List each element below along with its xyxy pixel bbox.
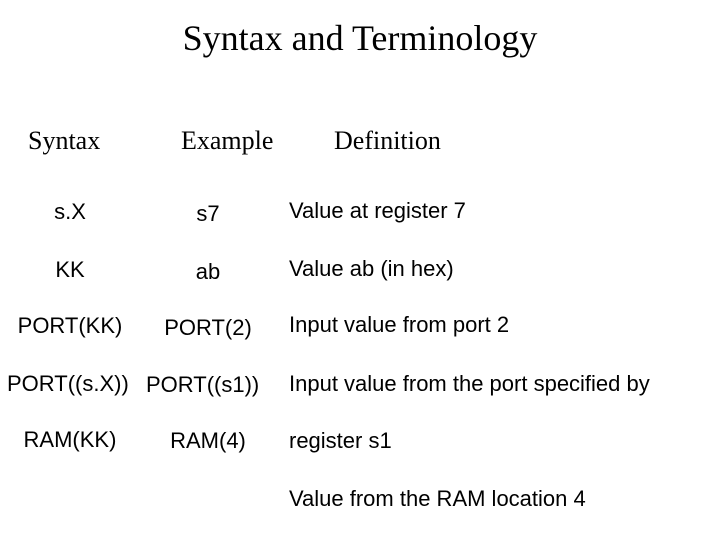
row-2-syntax: KK: [55, 257, 85, 282]
header-syntax: Syntax: [28, 126, 101, 155]
row-4-example: PORT((s1)): [146, 372, 260, 397]
row-3-example: PORT(2): [164, 315, 252, 340]
row-3-definition: Input value from port 2: [289, 312, 510, 337]
row-1-example: s7: [196, 201, 220, 226]
row-2-example: ab: [195, 259, 221, 284]
header-definition: Definition: [334, 126, 441, 155]
row-5-syntax: RAM(KK): [23, 427, 117, 452]
slide-title: Syntax and Terminology: [182, 18, 538, 58]
row-6-definition: Value from the RAM location 4: [289, 486, 586, 511]
row-5-definition: register s1: [289, 428, 392, 453]
row-2-definition: Value ab (in hex): [289, 256, 454, 281]
row-3-syntax: PORT(KK): [17, 313, 123, 338]
row-4-definition: Input value from the port specified by: [289, 371, 650, 396]
row-1-syntax: s.X: [54, 199, 86, 224]
row-4-syntax: PORT((s.X)): [7, 371, 129, 396]
row-5-example: RAM(4): [170, 428, 246, 453]
row-1-definition: Value at register 7: [289, 198, 466, 223]
header-example: Example: [181, 126, 274, 155]
